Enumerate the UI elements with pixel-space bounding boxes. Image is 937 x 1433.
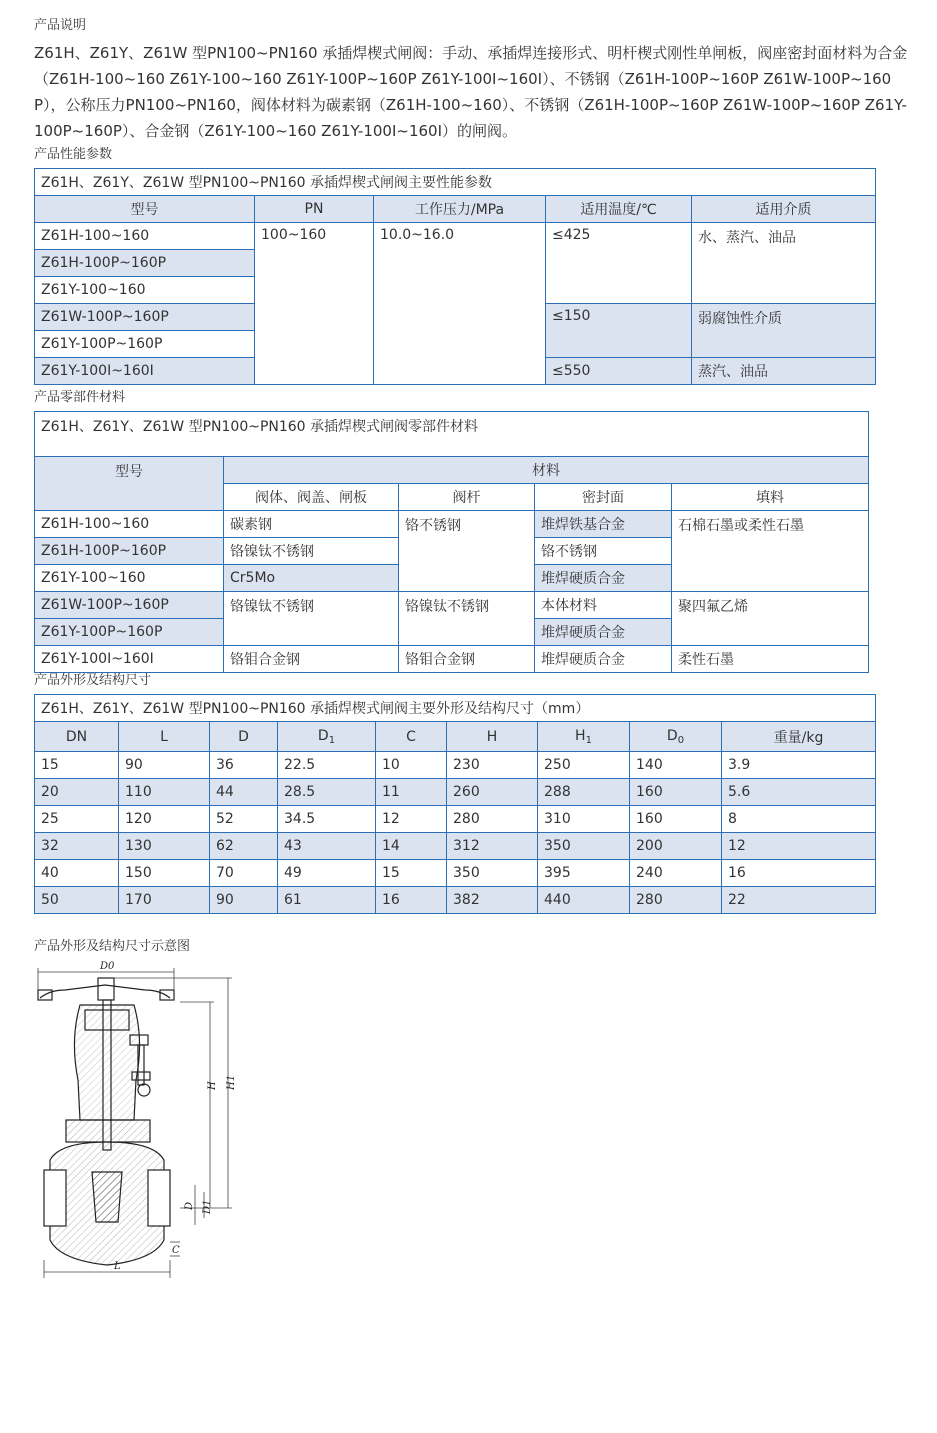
mat-subheader-stem: 阀杆 bbox=[399, 484, 535, 511]
dim-cell: 70 bbox=[210, 860, 278, 887]
perf-pn: 100~160 bbox=[255, 223, 374, 385]
dim-header-main: D bbox=[238, 728, 249, 745]
dim-row bbox=[35, 887, 876, 914]
dim-header-main: L bbox=[160, 728, 168, 745]
perf-header-pressure: 工作压力/MPa bbox=[374, 196, 546, 223]
mat-model: Z61Y-100~160 bbox=[35, 565, 224, 592]
perf-model: Z61Y-100P~160P bbox=[35, 331, 255, 358]
dim-header bbox=[119, 722, 210, 752]
mat-seal: 堆焊硬质合金 bbox=[535, 565, 672, 592]
dim-row bbox=[35, 860, 876, 887]
dim-header-sub: 0 bbox=[677, 734, 685, 746]
dim-cell: 15 bbox=[35, 752, 119, 779]
label-h1: H1 bbox=[226, 1074, 237, 1090]
label-h: H bbox=[207, 1081, 218, 1090]
materials-table bbox=[34, 411, 869, 673]
dim-header bbox=[722, 722, 876, 752]
dim-header-sub: 1 bbox=[328, 734, 336, 746]
mat-body: 铬钼合金钢 bbox=[224, 646, 399, 673]
perf-model: Z61W-100P~160P bbox=[35, 304, 255, 331]
dim-cell: 16 bbox=[376, 887, 447, 914]
mat-seal: 堆焊硬质合金 bbox=[535, 619, 672, 646]
dim-header-main: H bbox=[486, 728, 498, 745]
dim-cell: 288 bbox=[538, 779, 630, 806]
dim-header-main: C bbox=[406, 728, 416, 745]
dim-cell: 230 bbox=[447, 752, 538, 779]
section-title-performance: 产品性能参数 bbox=[34, 147, 113, 162]
dim-cell: 250 bbox=[538, 752, 630, 779]
dim-row bbox=[35, 779, 876, 806]
label-d1: D1 bbox=[202, 1199, 213, 1214]
perf-temp: ≤550 bbox=[546, 358, 692, 385]
dim-cell: 160 bbox=[630, 779, 722, 806]
dim-cell: 49 bbox=[278, 860, 376, 887]
dim-row bbox=[35, 752, 876, 779]
dim-header bbox=[278, 722, 376, 752]
perf-header-model: 型号 bbox=[35, 196, 255, 223]
dim-cell: 32 bbox=[35, 833, 119, 860]
dim-header-main: H bbox=[575, 727, 586, 744]
dim-header bbox=[538, 722, 630, 752]
dimensions-table bbox=[34, 694, 876, 914]
dim-header-main: D bbox=[317, 727, 329, 744]
mat-stem: 铬钼合金钢 bbox=[399, 646, 535, 673]
perf-medium: 水、蒸汽、油品 bbox=[692, 223, 876, 304]
dim-cell: 40 bbox=[35, 860, 119, 887]
perf-model: Z61Y-100~160 bbox=[35, 277, 255, 304]
dim-cell: 170 bbox=[119, 887, 210, 914]
label-c: C bbox=[172, 1245, 180, 1256]
perf-medium: 弱腐蚀性介质 bbox=[692, 304, 876, 358]
section-title-description: 产品说明 bbox=[34, 18, 87, 33]
dim-cell: 382 bbox=[447, 887, 538, 914]
mat-subheader-packing: 填料 bbox=[672, 484, 869, 511]
dim-cell: 260 bbox=[447, 779, 538, 806]
dim-row bbox=[35, 806, 876, 833]
dim-cell: 90 bbox=[210, 887, 278, 914]
dim-cell: 140 bbox=[630, 752, 722, 779]
dim-header-main: D bbox=[666, 727, 678, 744]
valve-structure-diagram bbox=[30, 960, 260, 1290]
dim-cell: 12 bbox=[722, 833, 876, 860]
mat-packing: 石棉石墨或柔性石墨 bbox=[672, 511, 869, 592]
dim-cell: 280 bbox=[447, 806, 538, 833]
perf-header-temperature: 适用温度/℃ bbox=[546, 196, 692, 223]
dim-cell: 10 bbox=[376, 752, 447, 779]
label-d: D bbox=[184, 1201, 195, 1210]
product-description: Z61H、Z61Y、Z61W 型PN100~PN160 承插焊楔式闸阀：手动、承插焊连接形式、明杆楔式刚性单闸板，阀座密封面材料为合金（Z61H-100~160 Z61Y-100~160 Z61Y-100P~160P Z61Y-100I~160I）、不锈钢（Z61H-100P~160P Z61W-100P~160P），公称压力PN100~PN160，阀体材料为碳素钢（Z61H-100~160）、不锈钢（Z61H-100P~160P Z61W-100P~160P Z61Y-100P~160P）、合金钢（Z61Y-100~160 Z61Y-100I~160I）的闸阀。 bbox=[34, 44, 908, 140]
dim-cell: 34.5 bbox=[278, 806, 376, 833]
mat-seal: 堆焊硬质合金 bbox=[535, 646, 672, 673]
dim-cell: 22.5 bbox=[278, 752, 376, 779]
handwheel-icon bbox=[40, 985, 170, 998]
mat-body: 铬镍钛不锈钢 bbox=[224, 592, 399, 646]
mat-model: Z61W-100P~160P bbox=[35, 592, 224, 619]
mat-seal: 堆焊铁基合金 bbox=[535, 511, 672, 538]
dim-cell: 240 bbox=[630, 860, 722, 887]
dim-header-main: DN bbox=[65, 728, 88, 745]
mat-packing: 聚四氟乙烯 bbox=[672, 592, 869, 646]
dim-row bbox=[35, 833, 876, 860]
section-title-materials: 产品零部件材料 bbox=[34, 390, 126, 405]
dim-cell: 130 bbox=[119, 833, 210, 860]
dim-cell: 50 bbox=[35, 887, 119, 914]
mat-model: Z61Y-100I~160I bbox=[35, 646, 224, 673]
dim-cell: 395 bbox=[538, 860, 630, 887]
dim-cell: 350 bbox=[447, 860, 538, 887]
dim-cell: 11 bbox=[376, 779, 447, 806]
dim-header bbox=[210, 722, 278, 752]
label-d0: D0 bbox=[100, 961, 115, 972]
perf-medium: 蒸汽、油品 bbox=[692, 358, 876, 385]
dim-cell: 90 bbox=[119, 752, 210, 779]
dimensions-body bbox=[35, 752, 876, 914]
dim-cell: 5.6 bbox=[722, 779, 876, 806]
dim-header bbox=[35, 722, 119, 752]
mat-header-model: 型号 bbox=[35, 457, 224, 511]
dim-cell: 36 bbox=[210, 752, 278, 779]
dim-cell: 28.5 bbox=[278, 779, 376, 806]
dim-cell: 44 bbox=[210, 779, 278, 806]
dim-header-sub: 1 bbox=[585, 734, 592, 746]
perf-model: Z61Y-100I~160I bbox=[35, 358, 255, 385]
dim-cell: 350 bbox=[538, 833, 630, 860]
dim-cell: 43 bbox=[278, 833, 376, 860]
mat-model: Z61Y-100P~160P bbox=[35, 619, 224, 646]
mat-stem: 铬不锈钢 bbox=[399, 511, 535, 592]
section-title-dimensions: 产品外形及结构尺寸 bbox=[34, 673, 152, 688]
mat-seal: 本体材料 bbox=[535, 592, 672, 619]
dim-header-main: 重量/kg bbox=[773, 729, 824, 746]
mat-subheader-body: 阀体、阀盖、闸板 bbox=[224, 484, 399, 511]
dim-cell: 120 bbox=[119, 806, 210, 833]
dim-cell: 20 bbox=[35, 779, 119, 806]
dim-header bbox=[630, 722, 722, 752]
mat-body: Cr5Mo bbox=[224, 565, 399, 592]
mat-packing: 柔性石墨 bbox=[672, 646, 869, 673]
dim-header bbox=[376, 722, 447, 752]
mat-model: Z61H-100P~160P bbox=[35, 538, 224, 565]
performance-table bbox=[34, 168, 876, 385]
valve-drawing bbox=[38, 978, 174, 1265]
materials-caption: Z61H、Z61Y、Z61W 型PN100~PN160 承插焊楔式闸阀零部件材料 bbox=[35, 412, 869, 457]
dim-cell: 310 bbox=[538, 806, 630, 833]
mat-header-material: 材料 bbox=[224, 457, 869, 484]
section-title-diagram: 产品外形及结构尺寸示意图 bbox=[34, 939, 191, 954]
mat-subheader-seal: 密封面 bbox=[535, 484, 672, 511]
dim-cell: 12 bbox=[376, 806, 447, 833]
dim-cell: 61 bbox=[278, 887, 376, 914]
dim-cell: 110 bbox=[119, 779, 210, 806]
dim-cell: 150 bbox=[119, 860, 210, 887]
perf-model: Z61H-100P~160P bbox=[35, 250, 255, 277]
mat-body: 铬镍钛不锈钢 bbox=[224, 538, 399, 565]
dim-cell: 22 bbox=[722, 887, 876, 914]
perf-model: Z61H-100~160 bbox=[35, 223, 255, 250]
label-l: L bbox=[114, 1261, 121, 1272]
performance-caption: Z61H、Z61Y、Z61W 型PN100~PN160 承插焊楔式闸阀主要性能参数 bbox=[35, 169, 876, 196]
mat-model: Z61H-100~160 bbox=[35, 511, 224, 538]
dim-cell: 8 bbox=[722, 806, 876, 833]
dim-cell: 160 bbox=[630, 806, 722, 833]
dim-cell: 312 bbox=[447, 833, 538, 860]
perf-header-medium: 适用介质 bbox=[692, 196, 876, 223]
perf-temp: ≤425 bbox=[546, 223, 692, 304]
dim-cell: 15 bbox=[376, 860, 447, 887]
perf-header-pn: PN bbox=[255, 196, 374, 223]
dim-cell: 62 bbox=[210, 833, 278, 860]
dim-header bbox=[447, 722, 538, 752]
dim-cell: 25 bbox=[35, 806, 119, 833]
perf-temp: ≤150 bbox=[546, 304, 692, 358]
dim-cell: 14 bbox=[376, 833, 447, 860]
dim-cell: 3.9 bbox=[722, 752, 876, 779]
mat-stem: 铬镍钛不锈钢 bbox=[399, 592, 535, 646]
mat-seal: 铬不锈钢 bbox=[535, 538, 672, 565]
dim-cell: 52 bbox=[210, 806, 278, 833]
perf-pressure: 10.0~16.0 bbox=[374, 223, 546, 385]
dim-cell: 16 bbox=[722, 860, 876, 887]
dim-cell: 440 bbox=[538, 887, 630, 914]
dim-cell: 200 bbox=[630, 833, 722, 860]
mat-body: 碳素钢 bbox=[224, 511, 399, 538]
dimensions-caption: Z61H、Z61Y、Z61W 型PN100~PN160 承插焊楔式闸阀主要外形及结构尺寸（mm） bbox=[35, 695, 876, 722]
dim-cell: 280 bbox=[630, 887, 722, 914]
